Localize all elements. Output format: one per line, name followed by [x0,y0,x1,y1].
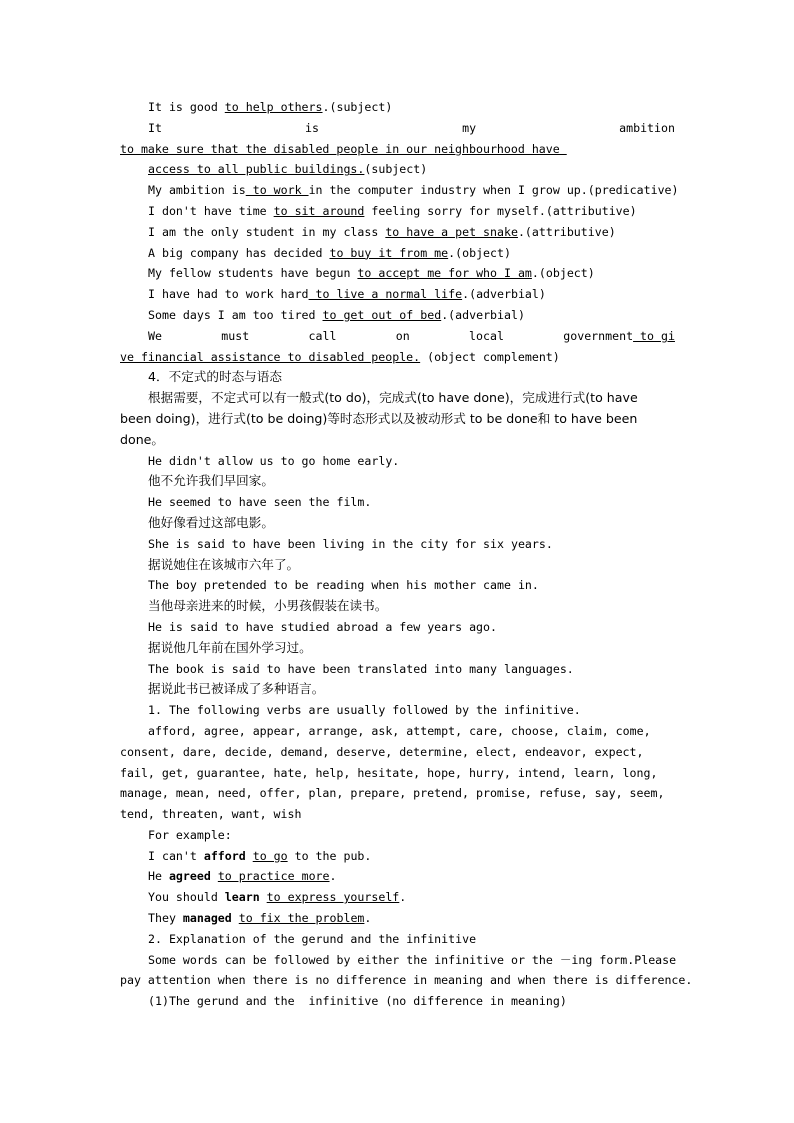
text-segment: 4．不定式的时态与语态 [148,369,282,385]
text-line [120,929,675,950]
text-segment: .(attributive) [517,224,616,239]
text-line [120,451,675,472]
word: my [462,120,477,135]
text-segment: You should [148,890,225,905]
text-segment: . [364,911,372,926]
underlined-phrase: to fix the problem [238,911,365,926]
text-line [120,347,675,368]
text-line [120,617,675,638]
text-segment: It is good [148,100,225,114]
text-line [120,846,675,867]
text-segment: I have had to work hard [148,287,309,302]
text-line [120,471,675,492]
text-line [120,222,675,243]
text-segment: 据说他几年前在国外学习过。 [148,639,312,655]
text-segment [246,849,253,863]
text-segment: He [148,869,169,884]
text-segment: He seemed to have seen the film. [148,495,372,510]
text-line [120,139,675,160]
word: is [305,120,320,135]
underlined-phrase: to accept me for who I am [357,266,532,281]
text-line [120,804,675,825]
text-line [120,575,675,596]
underlined-phrase: to have a pet snake [385,224,518,239]
underlined-phrase: to express yourself [266,890,400,905]
text-line [120,825,675,846]
text-segment: 据说她住在该城市六年了。 [148,556,300,572]
text-line [120,180,679,201]
text-segment: 据说此书已被译成了多种语言。 [148,681,325,697]
text-segment: I don't have time [148,203,274,218]
text-line [120,908,675,929]
text-segment: been doing)，进行式(to be doing)等时态形式以及被动形式 to be done和 to have been [120,410,638,426]
text-segment: 2. Explanation of the gerund and the infinitive [148,931,477,946]
text-segment: fail, get, guarantee, hate, help, hesitate, hope, hurry, intend, learn, long, [120,765,658,780]
text-line [120,409,675,430]
underlined-phrase: to go [252,848,288,863]
text-segment: feeling sorry for myself.(attributive) [364,203,637,218]
text-segment: She is said to have been living in the city for six years. [148,536,553,551]
underlined-phrase: to buy it from me [329,245,449,260]
text-segment: They [148,911,183,926]
text-line [120,388,675,409]
word: We [148,328,162,343]
word: government to gi [563,328,675,343]
underlined-phrase: to sit around [273,203,365,218]
text-segment: (subject) [364,162,428,177]
text-segment: tend, threaten, want, wish [120,807,302,822]
text-segment: I can't [148,848,204,863]
text-line [120,305,675,326]
text-segment: The boy pretended to be reading when his mother came in. [148,578,539,593]
text-segment: A big company has decided [148,245,330,260]
text-segment: He didn't allow us to go home early. [148,453,400,468]
text-segment: 他好像看过这部电影。 [148,514,274,530]
underlined-phrase: to get out of bed [322,307,442,322]
text-line [120,492,675,513]
text-line [120,970,693,991]
text-segment: .(object) [448,245,511,260]
text-segment: to the pub. [287,848,372,863]
text-line [120,679,675,700]
text-line [120,97,675,118]
bold-verb: managed [182,911,232,926]
text-segment: . [399,890,407,905]
text-segment: 根据需要，不定式可以有一般式(to do)，完成式(to have done)，完成进行式(to have [148,390,638,406]
text-segment: Some days I am too tired [148,307,323,322]
word: ambition [619,120,675,135]
text-line [120,243,675,264]
text-line [120,430,675,451]
text-line [120,367,675,388]
text-line [120,763,675,784]
text-line [120,887,675,908]
text-line [120,201,675,222]
text-line [120,555,675,576]
text-line [120,284,675,305]
text-line [120,534,675,555]
underlined-phrase: to live a normal life [308,287,463,302]
text-line [120,721,675,742]
bold-verb: agreed [168,869,211,884]
word: local [469,328,504,343]
text-segment [260,890,267,904]
text-segment: My fellow students have begun [148,266,358,281]
text-segment: pay attention when there is no difference in meaning and when there is difference. [120,973,693,988]
underlined-phrase: to make sure that the disabled people in our neighbourhood have [120,141,567,156]
text-segment: (object complement) [420,349,560,364]
text-line [120,326,675,347]
text-line [120,596,675,617]
word: It [148,120,162,135]
underlined-phrase: to help others [224,100,323,114]
underlined-phrase: access to all public buildings. [148,162,365,177]
text-segment: I am the only student in my class [148,224,386,239]
text-segment: .(object) [531,266,595,281]
text-segment [232,911,239,925]
text-segment: manage, mean, need, offer, plan, prepare, pretend, promise, refuse, say, seem, [120,786,665,801]
text-segment: .(adverbial) [462,287,546,302]
text-line [120,991,675,1012]
text-line [120,513,675,534]
text-segment: 1. The following verbs are usually followed by the infinitive. [148,703,581,718]
text-segment: (1)The gerund and the infinitive (no difference in meaning) [148,994,567,1009]
word: on [395,328,410,343]
underlined-phrase: ve financial assistance to disabled people. [120,349,421,364]
text-line [120,783,675,804]
bold-verb: afford [203,848,246,863]
word: must [221,328,250,343]
text-line [120,159,675,180]
text-segment: .(adverbial) [441,307,525,322]
underlined-phrase: to work [245,183,309,198]
text-line [120,742,675,763]
text-line [120,659,675,680]
text-line [120,700,675,721]
text-segment: . [329,869,337,884]
text-segment: afford, agree, appear, arrange, ask, attempt, care, choose, claim, come, [148,723,651,738]
text-segment: consent, dare, decide, demand, deserve, determine, elect, endeavor, expect, [120,744,644,759]
underlined-phrase: to practice more [217,869,330,884]
text-segment: The book is said to have been translated into many languages. [148,661,574,676]
text-segment: done。 [120,431,165,447]
text-segment: He is said to have studied abroad a few years ago. [148,619,498,634]
text-segment: in the computer industry when I grow up.(predicative) [308,183,679,198]
text-line [120,638,675,659]
text-segment: 当他母亲进来的时候，小男孩假装在读书。 [148,598,388,614]
text-line [120,118,675,139]
text-line [120,263,675,284]
word: call [308,328,337,343]
text-segment: .(subject) [322,100,393,114]
document-page [120,97,693,1012]
text-segment [211,869,218,883]
text-segment: My ambition is [148,183,246,198]
text-segment: Some words can be followed by either the infinitive or the －ing form.Please [148,952,677,967]
text-line [120,950,675,971]
text-segment: For example: [148,827,232,842]
bold-verb: learn [224,890,260,905]
text-segment: 他不允许我们早回家。 [148,473,274,489]
text-line [120,866,675,887]
